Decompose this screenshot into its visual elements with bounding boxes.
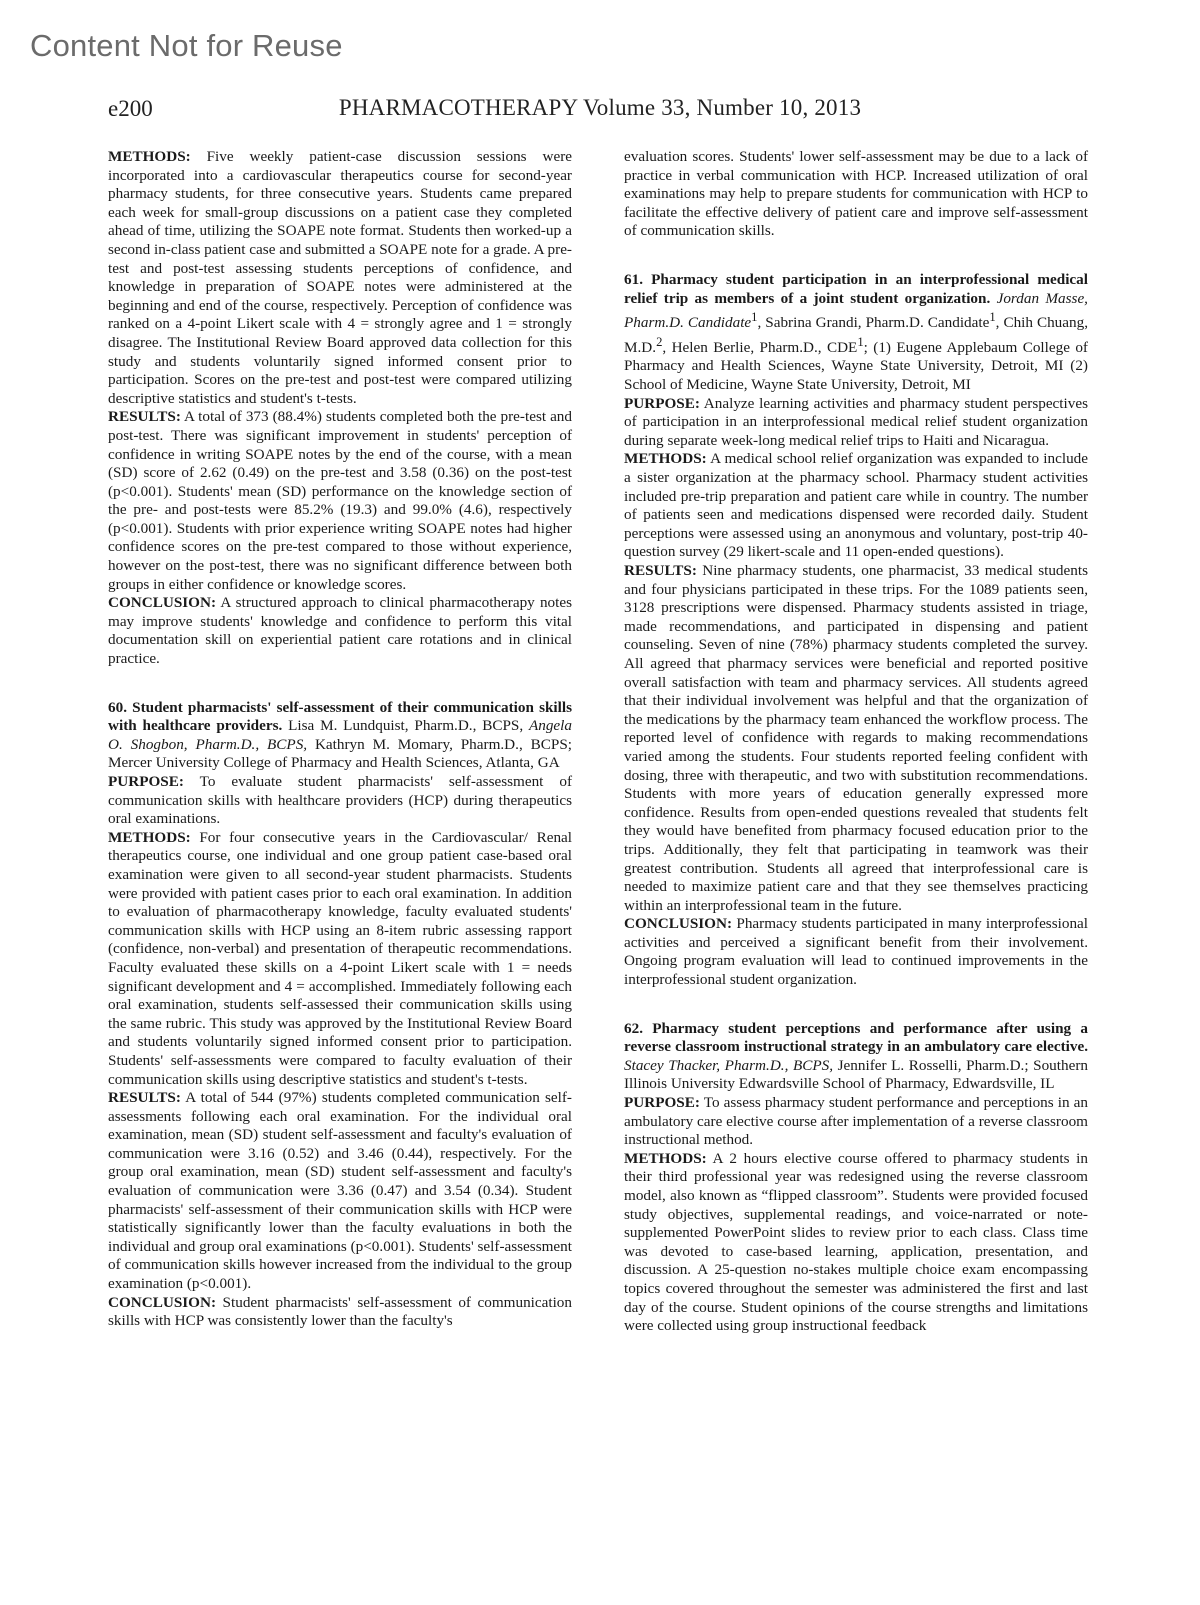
section-text: Pharmacy students participated in many interprofessional activities and perceived a significant benefit from their involvement. Ongoing program evaluation will lead to continued improvements in the interprofessional student organization. — [624, 915, 1088, 989]
authors: , Chih Chuang, M.D. — [624, 314, 1088, 356]
section-lead: RESULTS: — [108, 1089, 181, 1107]
abstract-title: 60. Student pharmacists' self-assessment of their communication skills with healthcare providers. — [108, 698, 572, 735]
authors: , Helen Berlie, Pharm.D., CDE — [662, 338, 858, 356]
abstract62-methods — [624, 1150, 1088, 1336]
authors-italic: Stacey Thacker, Pharm.D., BCPS, — [624, 1056, 834, 1074]
abstract61-results — [624, 562, 1088, 915]
section-text: evaluation scores. Students' lower self-assessment may be due to a lack of practice in verbal communication with HCP. Increased utilization of oral examinations may help to prepare students for communication with HCP to facilitate the effective delivery of patient care and improve self-assessment of communication skills. — [624, 148, 1088, 240]
section-text: For four consecutive years in the Cardiovascular/ Renal therapeutics course, one individual and one group patient case-based oral examination were given to all second-year student pharmacists. Students were provided with patient cases prior to each oral examination. In addition to evaluation of pharmacotherapy knowledge, faculty evaluated students' communication skills with HCP using an 8-item rubric assessing rapport (confidence, non-verbal) and presentation of therapeutic recommendations. Faculty evaluated these skills on a 4-point Likert scale with 1 = needs significant development and 4 = accomplished. Immediately following each oral examination, students self-assessed their communication skills using the same rubric. This study was approved by the Institutional Review Board and students voluntarily signed informed consent prior to participation. Students' self-assessments were compared to faculty evaluation of their communication skills using descriptive statistics and student's t-tests. — [108, 828, 572, 1088]
left-column — [108, 148, 572, 1331]
authors-affiliation: ; (1) Eugene Applebaum College of Pharmacy and Health Sciences, Wayne State University, Detroit, MI (2) School of Medicine, Wayne State University, Detroit, MI — [624, 338, 1088, 394]
abstract-title: 61. Pharmacy student participation in an interprofessional medical relief trip as members of a joint student organization. — [624, 270, 1088, 307]
right-column — [624, 148, 1088, 1336]
authors-affiliation: Jennifer L. Rosselli, Pharm.D.; Southern Illinois University Edwardsville School of Pharmacy, Edwardsville, IL — [624, 1056, 1088, 1093]
section-text: A total of 373 (88.4%) students completed both the pre-test and post-test. There was significant improvement in students' perception of confidence in writing SOAPE notes by the end of the course, with a mean (SD) score of 2.62 (0.49) on the pre-test and 3.58 (0.36) on the post-test (p<0.001). Students' mean (SD) performance on the knowledge section of the pre- and post-tests were 85.2% (19.3) and 99.0% (4.6), respectively (p<0.001). Students with prior experience writing SOAPE notes had higher confidence scores on the pre-test compared to those without experience, however on the post-test, there was no significant difference between both groups in either confidence or knowledge scores. — [108, 408, 572, 593]
spacer — [624, 990, 1088, 1020]
authors: Lisa M. Lundquist, Pharm.D., BCPS, — [282, 717, 529, 735]
section-lead: PURPOSE: — [624, 1094, 700, 1112]
abstract62-purpose — [624, 1094, 1088, 1150]
abstract61-purpose — [624, 395, 1088, 451]
abstract60-conclusion — [108, 1294, 572, 1331]
running-head: PHARMACOTHERAPY Volume 33, Number 10, 2013 — [338, 95, 862, 120]
page-number: e200 — [108, 96, 153, 121]
section-lead: CONCLUSION: — [108, 594, 217, 612]
abstract-60 — [108, 699, 572, 1331]
authors: , Sabrina Grandi, Pharm.D. Candidate — [757, 314, 990, 332]
authors-italic: Angela O. Shogbon, Pharm.D., BCPS, — [108, 717, 572, 753]
section-lead: PURPOSE: — [108, 773, 184, 790]
section-text: To evaluate student pharmacists' self-assessment of communication skills with healthcare providers (HCP) during therapeutics oral examinations. — [108, 773, 572, 828]
abstract60-continued — [624, 148, 1088, 241]
section-lead: METHODS: — [108, 148, 191, 165]
abstract60-heading — [108, 699, 572, 773]
section-lead: RESULTS: — [108, 408, 181, 426]
abstract61-methods — [624, 450, 1088, 562]
affiliation-marker: 1 — [857, 334, 864, 349]
section-lead: METHODS: — [624, 1149, 707, 1167]
section-text: A 2 hours elective course offered to pharmacy students in their third professional year was redesigned using the reverse classroom model, also known as “flipped classroom”. Students were provided focused study objectives, supplemental readings, and voice-narrated or note-supplemented PowerPoint slides to review prior to each class. Class time was devoted to case-based learning, application, presentation, and discussion. A 25-question no-stakes multiple choice exam encompassing topics covered throughout the semester was administered the first and last day of the course. Student opinions of the course strengths and limitations were collected using group instructional feedback — [624, 1149, 1088, 1335]
section-text: A medical school relief organization was expanded to include a sister organization at the pharmacy school. Pharmacy student activities included pre-trip preparation and patient care while in country. The number of patients seen and medications dispensed were recorded daily. Student perceptions were assessed using an anonymous and voluntary, post-trip 40-question survey (29 likert-scale and 11 open-ended questions). — [624, 450, 1088, 561]
abstract-title: 62. Pharmacy student perceptions and performance after using a reverse classroom instructional strategy in an ambulatory care elective. — [624, 1019, 1088, 1056]
affiliation-marker: 1 — [751, 310, 758, 325]
abstract60-purpose — [108, 773, 572, 829]
section-lead: CONCLUSION: — [624, 915, 733, 933]
abstract60-results — [108, 1089, 572, 1294]
section-text: A structured approach to clinical pharmacotherapy notes may improve students' knowledge and confidence to perform this vital documentation skill on experiential patient care rotations and in clinical practice. — [108, 594, 572, 668]
affiliation-marker: 1 — [989, 310, 996, 325]
abstract-62 — [624, 1020, 1088, 1336]
affiliation-marker: 2 — [656, 334, 663, 349]
section-lead: RESULTS: — [624, 562, 697, 579]
section-text: Analyze learning activities and pharmacy student perspectives of participation in an interprofessional medical relief student organization during separate week-long medical relief trips to Haiti and Nicaragua. — [624, 394, 1088, 449]
abstract59-results — [108, 408, 572, 594]
section-lead: METHODS: — [108, 828, 191, 846]
abstract-61 — [624, 271, 1088, 990]
section-text: To assess pharmacy student performance and perceptions in an ambulatory care elective course after implementation of a reverse classroom instructional method. — [624, 1094, 1088, 1149]
authors-affiliation: Kathryn M. Momary, Pharm.D., BCPS; Mercer University College of Pharmacy and Health Sciences, Atlanta, GA — [108, 735, 572, 772]
section-text: Five weekly patient-case discussion sessions were incorporated into a cardiovascular therapeutics course for second-year pharmacy students, for three consecutive years. Students came prepared each week for small-group discussions on a patient case they completed ahead of time, utilizing the SOAPE note format. Students then worked-up a second in-class patient case and submitted a SOAPE note for a grade. A pre-test and post-test assessing students perceptions of confidence, and knowledge in preparation of SOAPE notes were administered at the beginning and end of the course, respectively. Perception of confidence was ranked on a 4-point Likert scale with 4 = strongly agree and 1 = strongly disagree. The Institutional Review Board approved data collection for this study and students voluntarily signed informed consent prior to participation. Scores on the pre-test and post-test were compared utilizing descriptive statistics and student's t-tests. — [108, 148, 572, 407]
abstract61-conclusion — [624, 915, 1088, 989]
spacer — [108, 669, 572, 699]
abstract62-heading — [624, 1020, 1088, 1094]
abstract59-methods — [108, 148, 572, 408]
section-text: Student pharmacists' self-assessment of communication skills with HCP was consistently lower than the faculty's — [108, 1293, 572, 1330]
watermark: Content Not for Reuse — [30, 28, 343, 63]
authors-italic: Jordan Masse, Pharm.D. Candidate — [624, 289, 1088, 332]
section-lead: CONCLUSION: — [108, 1293, 217, 1311]
section-lead: METHODS: — [624, 450, 707, 468]
section-text: Nine pharmacy students, one pharmacist, 33 medical students and four physicians participated in these trips. For the 1089 patients seen, 3128 prescriptions were dispensed. Pharmacy students assisted in triage, made recommendations, and participated in dispensing and patient counseling. Seven of nine (78%) pharmacy students completed the survey. All agreed that pharmacy services were beneficial and reported positive overall satisfaction with team and pharmacy services. All students agreed that their individual involvement was helpful and that the organization of the medications by the pharmacy team enhanced the workflow process. The reported level of confidence with regards to making recommendations varied among the students. Four students reported feeling confident with dosing, three with therapeutic, and two with substitution recommendations. Students with more years of education generally expressed more confidence. Results from open-ended questions revealed that students felt they would have benefited from pharmacy focused education prior to the trips. Additionally, they felt that participating in teamwork was their greatest contribution. Students all agreed that interprofessional care is needed to maximize patient care and that they see themselves practicing within an interprofessional team in the future. — [624, 562, 1088, 914]
abstract60-methods — [108, 829, 572, 1089]
abstract59-conclusion — [108, 594, 572, 668]
section-lead: PURPOSE: — [624, 394, 700, 412]
abstract61-heading — [624, 271, 1088, 395]
spacer — [624, 241, 1088, 271]
section-text: A total of 544 (97%) students completed communication self-assessments following each oral examination. For the individual oral examination, mean (SD) student self-assessment and faculty's evaluation of communication were 3.16 (0.52) and 3.46 (0.44), respectively. For the group oral examination, mean (SD) student self-assessment and faculty's evaluation of communication were 3.36 (0.47) and 3.54 (0.34). Student pharmacists' self-assessment of their communication skills with HCP were statistically significantly lower than the faculty evaluations in both the individual and group oral examinations (p<0.001). Students' self-assessment of communication skills however increased from the individual to the group examination (p<0.001). — [108, 1089, 572, 1293]
